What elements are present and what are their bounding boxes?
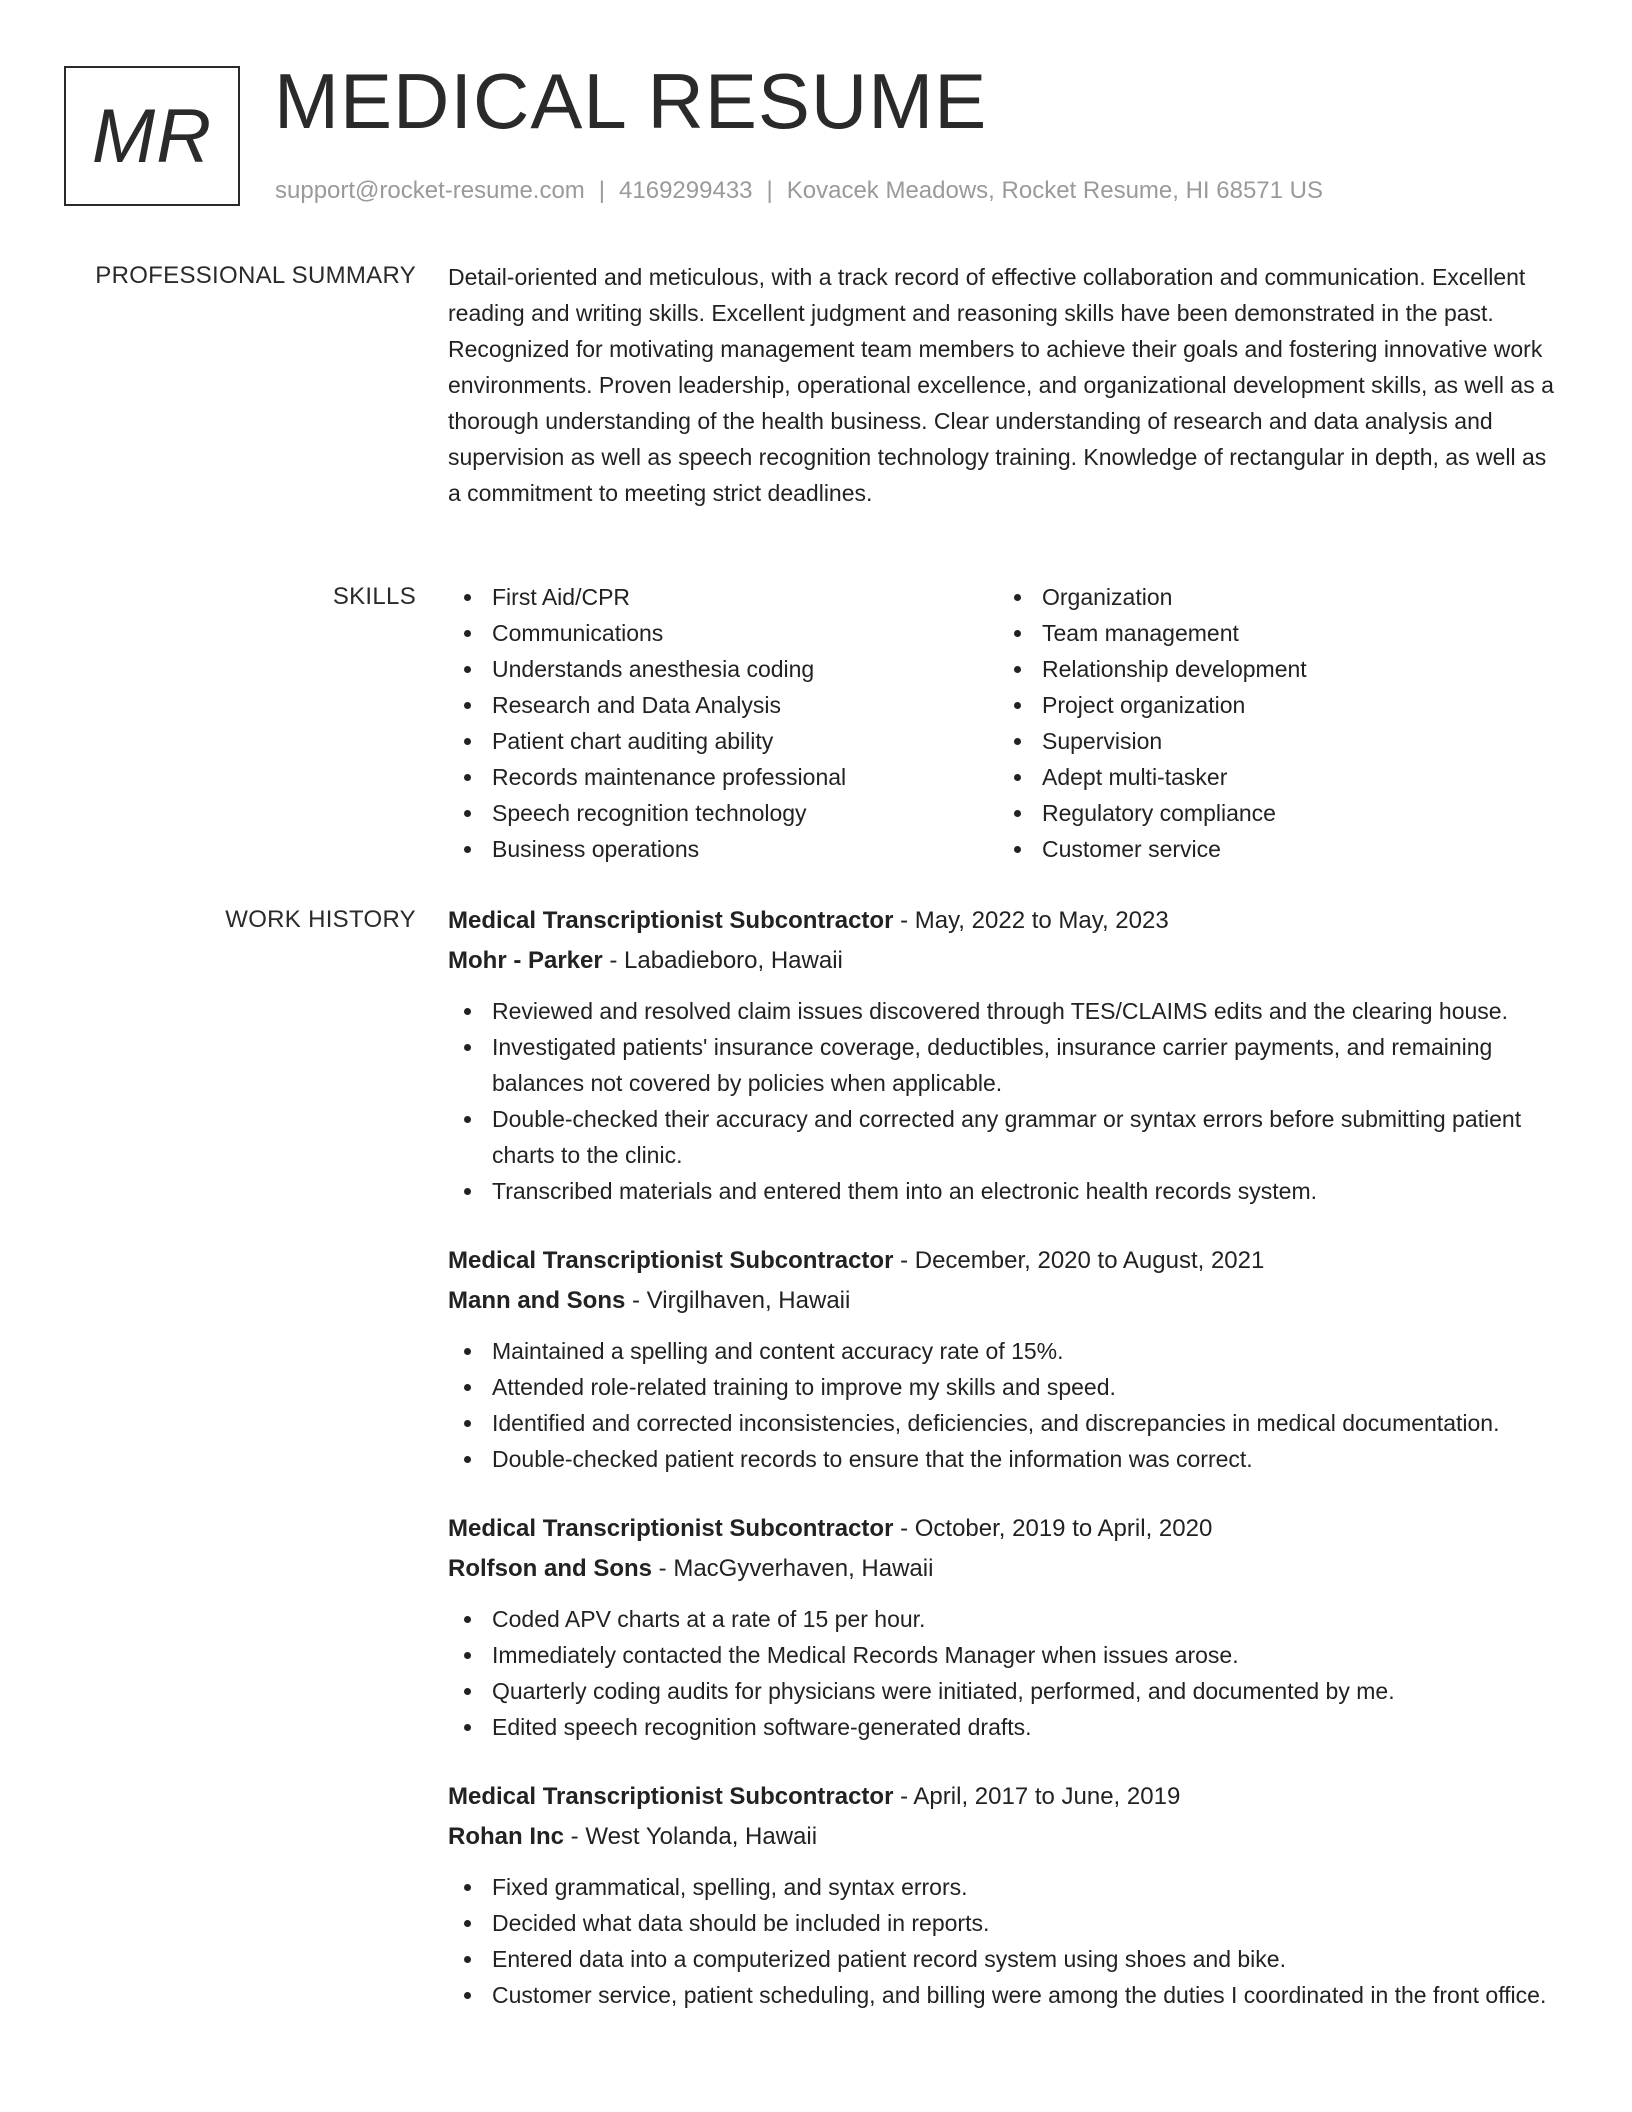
job-location: - West Yolanda, Hawaii	[564, 1823, 818, 1850]
job-bullets	[448, 1601, 1562, 1745]
job-bullet: Customer service, patient scheduling, and billing were among the duties I coordinated in the front office.	[448, 1977, 1562, 2013]
summary-section	[448, 259, 1562, 511]
skills-section	[448, 579, 1562, 867]
job-bullet: Maintained a spelling and content accuracy rate of 15%.	[448, 1333, 1562, 1369]
job-location: - Labadieboro, Hawaii	[602, 947, 843, 974]
job-company-line	[448, 1817, 1562, 1857]
job-bullet: Investigated patients' insurance coverage, deductibles, insurance carrier payments, and remaining balances not covered by policies when applicable.	[448, 1029, 1562, 1101]
contact-separator: |	[766, 177, 773, 204]
skill-item: Supervision	[998, 723, 1548, 759]
job-bullet: Decided what data should be included in reports.	[448, 1905, 1562, 1941]
job-bullet: Edited speech recognition software-generated drafts.	[448, 1709, 1562, 1745]
job-title-line	[448, 1777, 1562, 1817]
skill-item: Regulatory compliance	[998, 795, 1548, 831]
job-bullet: Immediately contacted the Medical Records Manager when issues arose.	[448, 1637, 1562, 1673]
job-entry	[448, 1241, 1562, 1477]
work-history-section	[448, 901, 1562, 2045]
job-entry	[448, 901, 1562, 1209]
job-bullet: Entered data into a computerized patient record system using shoes and bike.	[448, 1941, 1562, 1977]
skill-item: Project organization	[998, 687, 1548, 723]
job-bullets	[448, 1333, 1562, 1477]
job-bullet: Double-checked their accuracy and corrected any grammar or syntax errors before submitting patient charts to the clinic.	[448, 1101, 1562, 1173]
skill-item: Team management	[998, 615, 1548, 651]
skill-item: Relationship development	[998, 651, 1548, 687]
skill-item: Patient chart auditing ability	[448, 723, 998, 759]
job-bullets	[448, 1869, 1562, 2013]
contact-line	[275, 176, 1323, 206]
job-title: Medical Transcriptionist Subcontractor	[448, 1247, 894, 1274]
skills-grid	[448, 579, 1562, 867]
skill-item: Communications	[448, 615, 998, 651]
job-entry	[448, 1509, 1562, 1745]
skill-item: Speech recognition technology	[448, 795, 998, 831]
job-company-line	[448, 1549, 1562, 1589]
job-title-line	[448, 1241, 1562, 1281]
job-company: Mann and Sons	[448, 1287, 626, 1314]
job-company-line	[448, 941, 1562, 981]
job-company: Rolfson and Sons	[448, 1555, 652, 1582]
skills-column-left	[448, 579, 998, 867]
skill-item: Customer service	[998, 831, 1548, 867]
skill-item: Research and Data Analysis	[448, 687, 998, 723]
contact-email[interactable]: support@rocket-resume.com	[275, 177, 585, 204]
section-label-skills: SKILLS	[332, 583, 416, 610]
skill-item: Understands anesthesia coding	[448, 651, 998, 687]
job-title-line	[448, 1509, 1562, 1549]
skill-item: Business operations	[448, 831, 998, 867]
job-dates: - April, 2017 to June, 2019	[893, 1783, 1181, 1810]
job-company: Mohr - Parker	[448, 947, 603, 974]
job-title: Medical Transcriptionist Subcontractor	[448, 907, 894, 934]
resume-title: MEDICAL RESUME	[274, 57, 988, 145]
job-location: - MacGyverhaven, Hawaii	[652, 1555, 934, 1582]
skill-item: Organization	[998, 579, 1548, 615]
job-bullet: Quarterly coding audits for physicians were initiated, performed, and documented by me.	[448, 1673, 1562, 1709]
job-bullets	[448, 993, 1562, 1209]
job-company-line	[448, 1281, 1562, 1321]
section-label-summary: PROFESSIONAL SUMMARY	[95, 262, 416, 289]
job-bullet: Fixed grammatical, spelling, and syntax errors.	[448, 1869, 1562, 1905]
contact-phone[interactable]: 4169299433	[619, 177, 753, 204]
job-title: Medical Transcriptionist Subcontractor	[448, 1515, 894, 1542]
contact-separator: |	[598, 177, 606, 204]
job-company: Rohan Inc	[448, 1823, 565, 1850]
job-title-line	[448, 901, 1562, 941]
contact-address: Kovacek Meadows, Rocket Resume, HI 68571 US	[786, 177, 1323, 204]
job-bullet: Reviewed and resolved claim issues discovered through TES/CLAIMS edits and the clearing house.	[448, 993, 1562, 1029]
job-bullet: Double-checked patient records to ensure that the information was correct.	[448, 1441, 1562, 1477]
job-dates: - October, 2019 to April, 2020	[893, 1515, 1213, 1542]
job-dates: - December, 2020 to August, 2021	[893, 1247, 1265, 1274]
job-location: - Virgilhaven, Hawaii	[625, 1287, 851, 1314]
skill-item: First Aid/CPR	[448, 579, 998, 615]
skill-item: Records maintenance professional	[448, 759, 998, 795]
summary-text: Detail-oriented and meticulous, with a track record of effective collaboration and communication. Excellent reading and writing skills. Excellent judgment and reasoning skills have been demonstrated in the past. Recognized for motivating management team members to achieve their goals and fostering innovative work environments. Proven leadership, operational excellence, and organizational development skills, as well as a thorough understanding of the health business. Clear understanding of research and data analysis and supervision as well as speech recognition technology training. Knowledge of rectangular in depth, as well as a commitment to meeting strict deadlines.	[448, 264, 1554, 506]
monogram-logo: MR	[64, 66, 240, 206]
skills-column-right	[998, 579, 1548, 867]
job-bullet: Coded APV charts at a rate of 15 per hour.	[448, 1601, 1562, 1637]
job-title: Medical Transcriptionist Subcontractor	[448, 1783, 894, 1810]
job-dates: - May, 2022 to May, 2023	[893, 907, 1169, 934]
section-label-work-history: WORK HISTORY	[225, 906, 416, 933]
skill-item: Adept multi-tasker	[998, 759, 1548, 795]
job-bullet: Attended role-related training to improve my skills and speed.	[448, 1369, 1562, 1405]
job-bullet: Identified and corrected inconsistencies, deficiencies, and discrepancies in medical documentation.	[448, 1405, 1562, 1441]
job-entry	[448, 1777, 1562, 2013]
job-bullet: Transcribed materials and entered them into an electronic health records system.	[448, 1173, 1562, 1209]
